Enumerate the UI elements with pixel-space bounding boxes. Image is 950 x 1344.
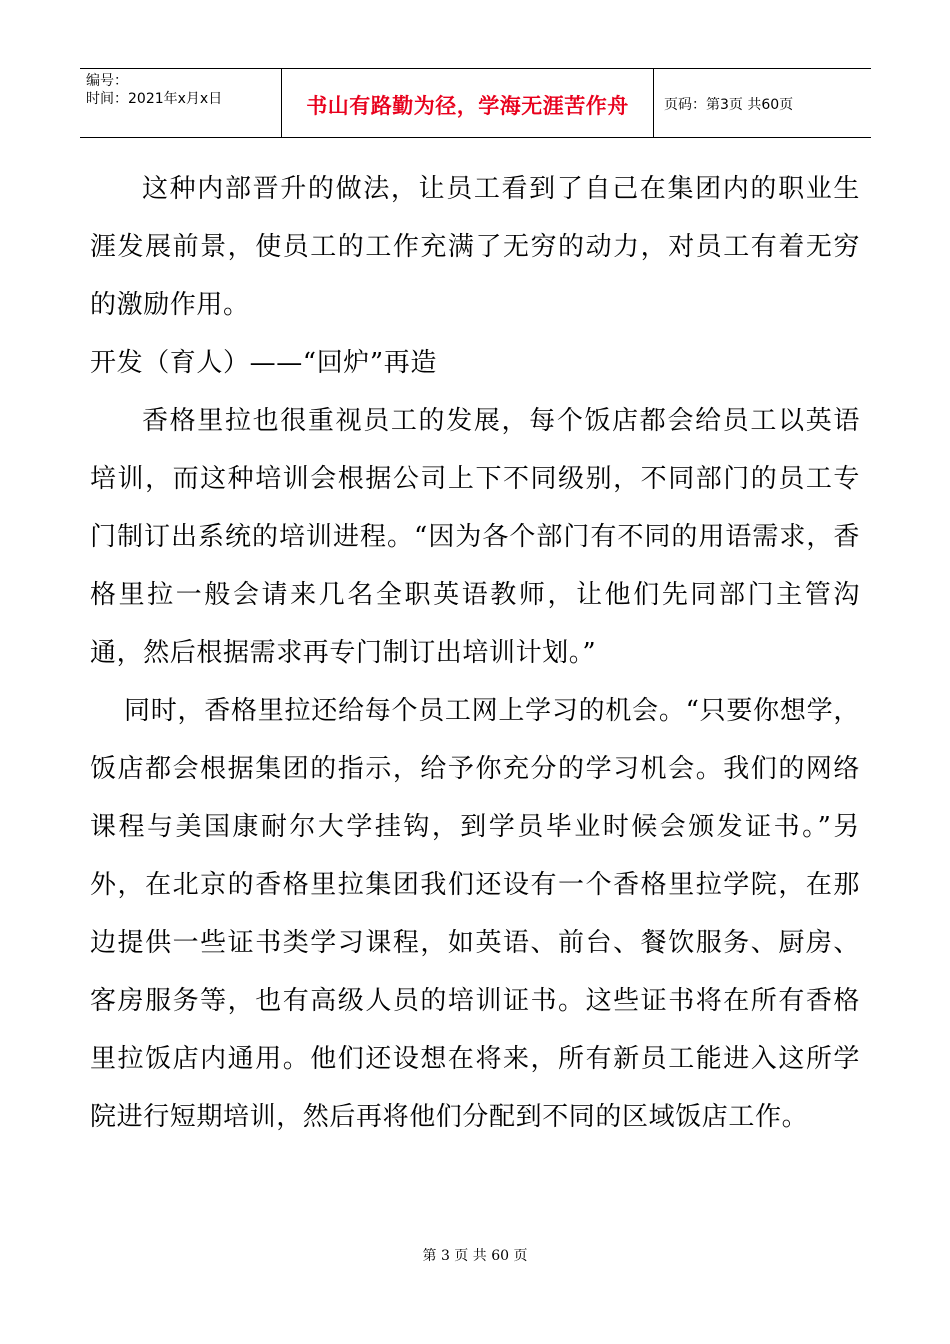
time-label: 时间：2021年x月x日 bbox=[86, 91, 223, 107]
header-motto bbox=[282, 69, 654, 137]
paragraph-1: 这种内部晋升的做法，让员工看到了自己在集团内的职业生涯发展前景，使员工的工作充满了无穷的动力，对员工有着无穷的激励作用。 bbox=[90, 174, 860, 320]
page-info-text: 页码：第3页 共60页 bbox=[664, 97, 794, 113]
paragraph-3: 同时，香格里拉还给每个员工网上学习的机会。“只要你想学，饭店都会根据集团的指示，给予你充分的学习机会。我们的网络课程与美国康耐尔大学挂钩，到学员毕业时候会颁发证书。”另外，在北京的香格里拉集团我们还设有一个香格里拉学院，在那边提供一些证书类学习课程，如英语、前台、餐饮服务、厨房、客房服务等，也有高级人员的培训证书。这些证书将在所有香格里拉饭店内通用。他们还设想在将来，所有新员工能进入这所学院进行短期培训，然后再将他们分配到不同的区域饭店工作。 bbox=[90, 696, 860, 1132]
header-meta bbox=[80, 69, 282, 137]
page-header bbox=[80, 68, 871, 138]
footer-page-number: 第 3 页 共 60 页 bbox=[422, 1248, 528, 1264]
header-page-info bbox=[654, 69, 871, 137]
number-label: 编号： bbox=[86, 73, 128, 89]
paragraph-2: 香格里拉也很重视员工的发展，每个饭店都会给员工以英语培训，而这种培训会根据公司上下不同级别，不同部门的员工专门制订出系统的培训进程。“因为各个部门有不同的用语需求，香格里拉一般会请来几名全职英语教师，让他们先同部门主管沟通，然后根据需求再专门制订出培训计划。” bbox=[90, 406, 860, 668]
document-body bbox=[90, 160, 860, 1146]
motto-text: 书山有路勤为径，学海无涯苦作舟 bbox=[306, 94, 629, 118]
page-footer bbox=[0, 1245, 950, 1265]
section-heading: 开发（育人）——“回炉”再造 bbox=[90, 348, 437, 378]
